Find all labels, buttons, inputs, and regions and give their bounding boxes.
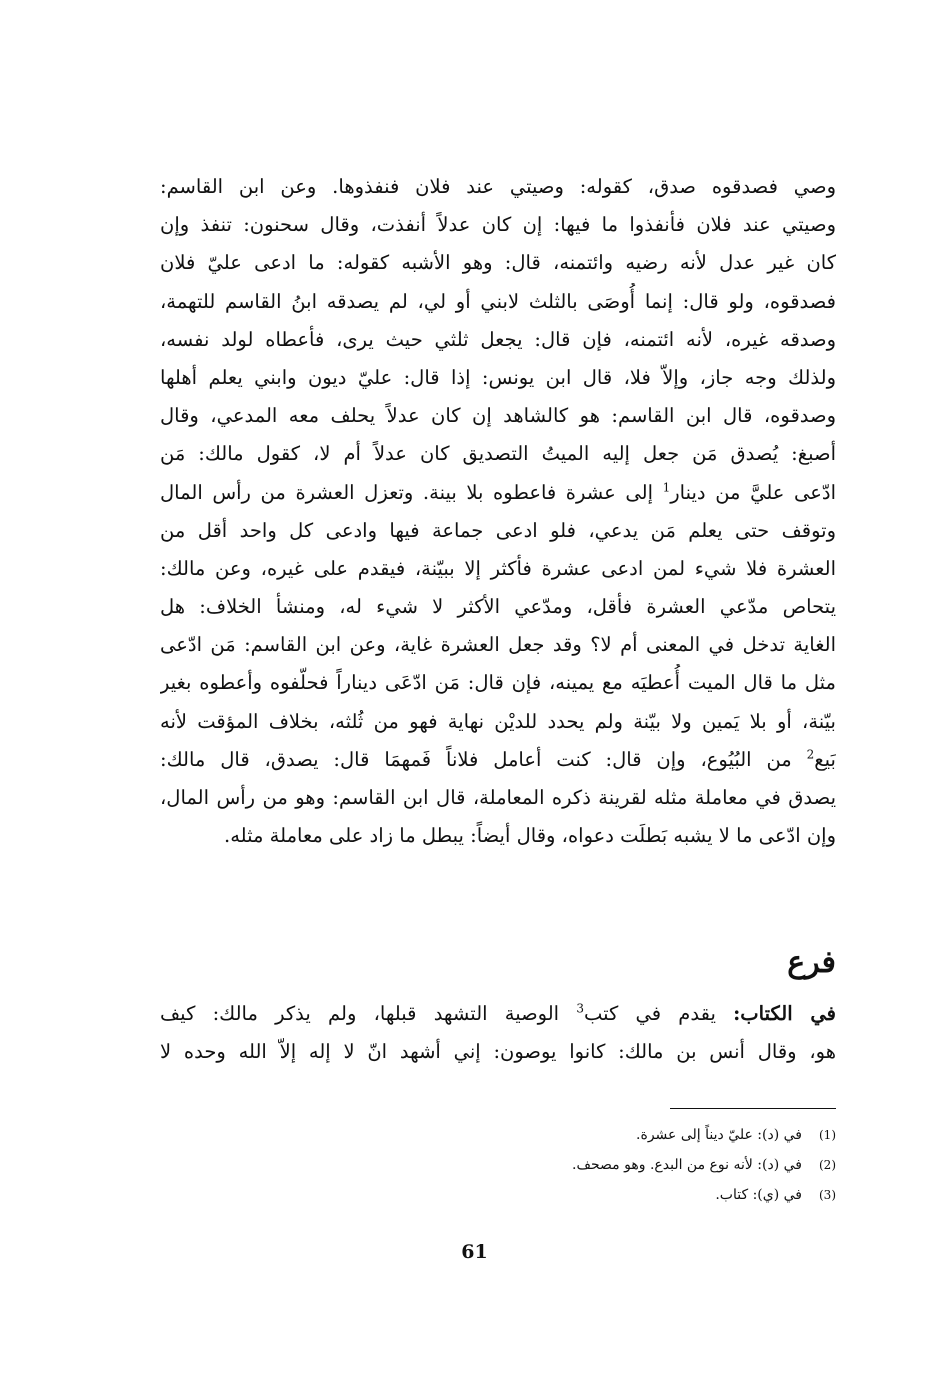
footnote-number: (2) (818, 1158, 836, 1172)
footnote-text: في (ي): كتاب. (715, 1187, 802, 1203)
main-paragraph (160, 168, 836, 855)
text-segment: يقدم في كتب (583, 1002, 734, 1025)
footnote-marker[interactable]: 3 (576, 1001, 584, 1016)
text-line: فصدقوه، ولو قال: إنما أُوصَى بالثلث لابني أو لي، لم يصدقه ابنُ القاسم للتهمة، (160, 289, 836, 313)
footnote-text: في (د): عليّ ديناً إلى عشرة. (636, 1127, 802, 1143)
text-line: يصدق في معاملة مثله لقرينة ذكره المعاملة، قال ابن القاسم: وهو من رأس المال، (160, 786, 836, 809)
text-line: بيّنة، أو بلا يَمين ولا بيّنة ولم يحدد للديْن نهاية فهو من ثُلثه، بخلاف المؤقت لأنه (160, 709, 836, 733)
text-line-with-footnote (160, 474, 836, 512)
footnote-text: في (د): لأنه نوع من البدع. وهو مصحف. (572, 1157, 802, 1173)
footnote-item (336, 1120, 836, 1150)
bold-lead-text: في الكتاب: (733, 1002, 836, 1025)
text-segment: ادّعى عليَّ من دينار (670, 480, 836, 504)
text-line-with-footnote (160, 741, 836, 779)
footnote-marker[interactable]: 1 (662, 480, 671, 494)
text-line: هو، وقال أنس بن مالك: كانوا يوصون: إني أشهد انّ لا إله إلاّ الله وحده لا (160, 1040, 836, 1064)
footnote-number: (3) (818, 1188, 836, 1202)
footnote-item (336, 1150, 836, 1180)
text-line: وصدقه غيره، لأنه ائتمنه، فإن قال: يجعل ثلثي حيث يرى، فأعطاه لولد نفسه، (160, 327, 836, 351)
section-heading: فرع (787, 945, 836, 980)
text-segment: بَيع (814, 747, 836, 771)
text-line: مثل ما قال الميت أُعطيَه مع يمينه، فإن قال: مَن ادّعَى ديناراً فحلّفوه وأعطوه بغير (160, 671, 836, 695)
text-line-with-footnote (160, 995, 836, 1033)
text-line: يتحاص مدّعي العشرة فأقل، ومدّعي الأكثر لا شيء له، ومنشأ الخلاف: هل (160, 595, 836, 619)
text-line: الغاية تدخل في المعنى أم لا؟ وقد جعل العشرة غاية، وعن ابن القاسم: مَن ادّعى (160, 633, 836, 657)
text-line: كان غير عدل لأنه رضيه وائتمنه، قال: وهو الأشبه كقوله: ما ادعى عليّ فلان (160, 251, 836, 275)
text-line: وتوقف حتى يعلم مَن يدعي، فلو ادعى جماعة فيها وادعى كل واحد أقل من (160, 518, 836, 542)
footnote-item (336, 1180, 836, 1210)
footnote-marker[interactable]: 2 (806, 747, 815, 762)
text-line: وصيتي عند فلان فأنفذوا ما فيها: إن كان عدلاً أنفذت، وقال سحنون: تنفذ وإن (160, 213, 836, 237)
footnote-number: (1) (818, 1128, 836, 1142)
text-line: وصي فصدقوه صدق، كقوله: وصيتي عند فلان فنفذوها. وعن ابن القاسم: (160, 175, 836, 198)
text-segment: من البُيُوع، وإن قال: كنت أعامل فلاناً فَمهمَا قال: يصدق، قال مالك: (160, 747, 807, 771)
footnote-separator (670, 1108, 836, 1109)
text-segment: إلى عشرة فاعطوه بلا بينة. وتعزل العشرة من رأس المال (160, 480, 663, 504)
text-line: أصبغ: يُصدق مَن جعل إليه الميتُ التصديق كان عدلاً أم لا، كقول مالك: مَن (160, 442, 836, 466)
second-paragraph (160, 995, 836, 1071)
text-line: العشرة فلا شيء لمن ادعى عشرة فأكثر إلا ببيّنة، فيقدم على غيره، وعن مالك: (160, 556, 836, 580)
text-line: وإن ادّعى ما لا يشبه بَطلَت دعواه، وقال أيضاً: يبطل ما زاد على معاملة مثله. (224, 824, 836, 848)
footnotes (336, 1120, 836, 1210)
text-line: وصدقوه، قال ابن القاسم: هو كالشاهد إن كان عدلاً يحلف معه المدعي، وقال (160, 404, 836, 428)
text-line: ولذلك وجه جاز، وإلاّ فلا، قال ابن يونس: إذا قال: عليّ ديون وابني يعلم أهلها (160, 365, 836, 389)
text-segment: الوصية التشهد قبلها، ولم يذكر مالك: كيف (160, 1002, 577, 1025)
page-number: 61 (461, 1241, 488, 1263)
